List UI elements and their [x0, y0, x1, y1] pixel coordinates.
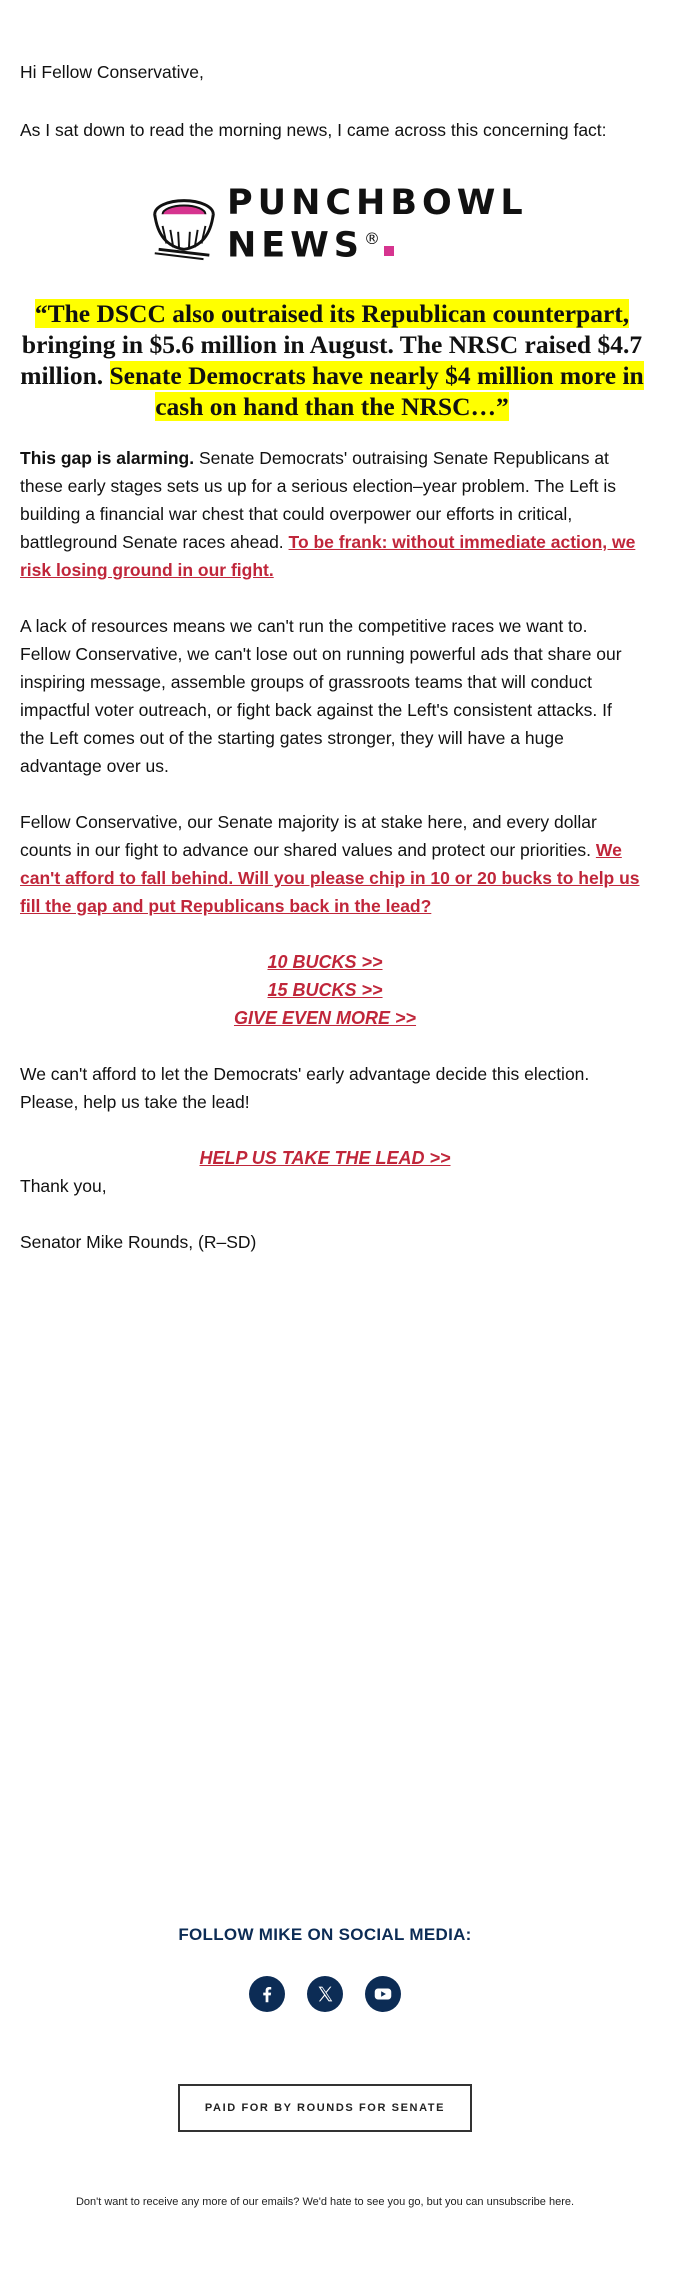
majority-body: Fellow Conservative, our Senate majority is at stake here, and every dollar counts in our fight to advance our shared values and protect our priorities.	[20, 812, 597, 860]
donate-10-link[interactable]: 10 BUCKS >>	[267, 952, 383, 972]
closing: Thank you,	[20, 1176, 107, 1196]
news-quote	[18, 298, 646, 422]
donation-links	[0, 948, 650, 1032]
unsubscribe-text	[0, 2196, 650, 2208]
paragraph-resources: A lack of resources means we can't run the competitive races we want to. Fellow Conservative, we can't lose out on running powerful ads that share our inspiring message, assemble groups of grassroots teams that will conduct impactful voter outreach, or fight back against the Left's consistent attacks. If the Left comes out of the starting gates stronger, they will have a huge advantage over us.	[20, 616, 622, 776]
gap-lead: This gap is alarming.	[20, 448, 195, 468]
donate-15-link[interactable]: 15 BUCKS >>	[267, 980, 383, 1000]
intro-text: As I sat down to read the morning news, I came across this concerning fact:	[20, 120, 607, 140]
logo-dot	[384, 246, 394, 256]
punchbowl-icon	[145, 185, 223, 263]
youtube-icon[interactable]	[365, 1976, 401, 2012]
social-links	[0, 1976, 650, 2012]
punchbowl-news-logo	[145, 182, 528, 266]
signature: Senator Mike Rounds, (R–SD)	[20, 1232, 257, 1252]
take-lead-link[interactable]: HELP US TAKE THE LEAD >>	[199, 1148, 451, 1168]
x-icon[interactable]	[307, 1976, 343, 2012]
paragraph-gap	[20, 444, 640, 584]
greeting: Hi Fellow Conservative,	[20, 62, 204, 82]
logo-line-2: NEWS	[227, 225, 365, 266]
paid-for-notice: PAID FOR BY ROUNDS FOR SENATE	[178, 2084, 472, 2132]
risk-link[interactable]: To be frank: without immediate action, we risk losing ground in our fight.	[20, 532, 636, 580]
facebook-icon[interactable]	[249, 1976, 285, 2012]
logo-line-1: PUNCHBOWL	[227, 182, 528, 223]
gap-body: Senate Democrats' outraising Senate Republicans at these early stages sets us up for a serious election–year problem. The Left is building a financial war chest that could overpower our efforts in critical, battleground Senate races ahead.	[20, 448, 616, 552]
chip-in-link[interactable]: We can't afford to fall behind. Will you please chip in 10 or 20 bucks to help us fill the gap and put Republicans back in the lead?	[20, 840, 640, 916]
quote-highlight: Senate Democrats have nearly $4 million more in cash on hand than the NRSC…”	[109, 361, 644, 421]
quote-part-1: “The DSCC also outraised its Republican counterpart,	[34, 299, 630, 328]
donate-more-link[interactable]: GIVE EVEN MORE >>	[233, 1008, 417, 1028]
follow-heading: FOLLOW MIKE ON SOCIAL MEDIA:	[178, 1925, 472, 1944]
paragraph-advantage: We can't afford to let the Democrats' early advantage decide this election. Please, help us take the lead!	[20, 1064, 590, 1112]
registered-mark: ®	[364, 228, 381, 248]
take-lead-wrap	[0, 1144, 650, 1172]
quote-part-2: bringing in $5.6 million in August. The NRSC raised $4.7 million.	[20, 330, 643, 390]
paragraph-majority	[20, 808, 640, 920]
unsubscribe-link[interactable]: Don't want to receive any more of our emails? We'd hate to see you go, but you can unsubscribe here.	[75, 2196, 575, 2208]
